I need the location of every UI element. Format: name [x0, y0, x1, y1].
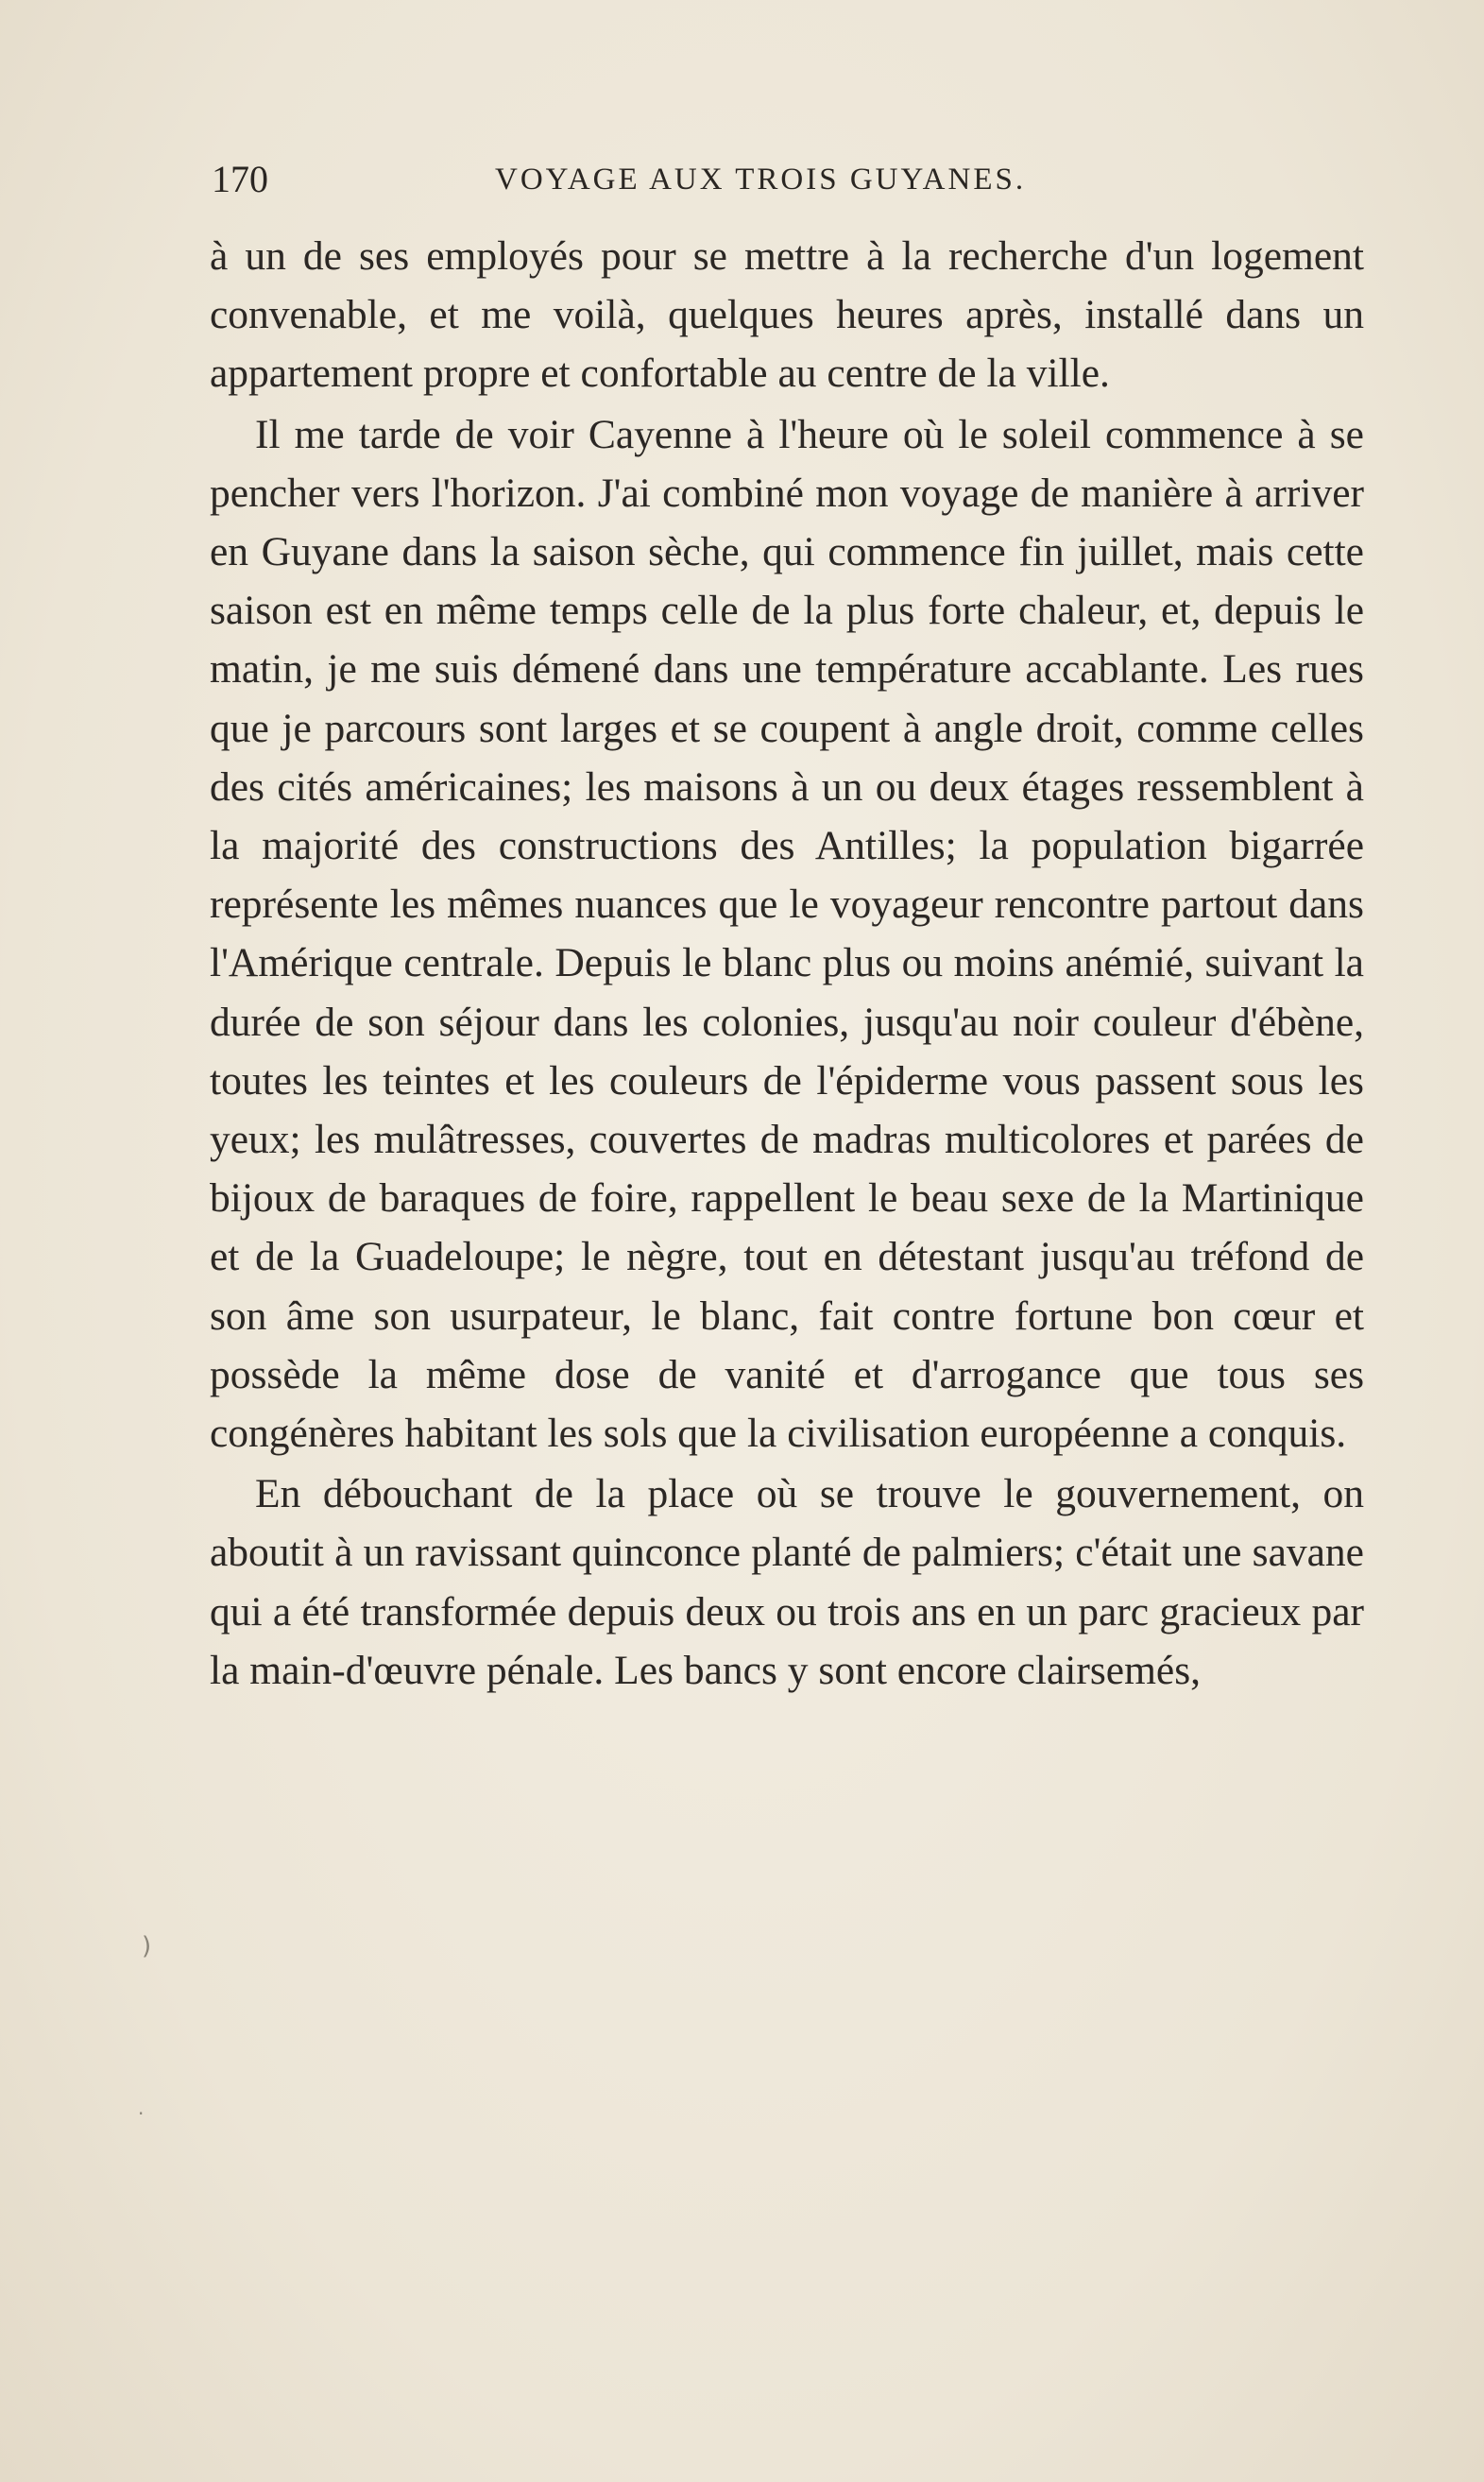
- running-header: [212, 151, 1364, 208]
- page-number: 170: [212, 158, 268, 200]
- margin-speck: ·: [138, 2102, 145, 2125]
- paragraph-cayenne-streets: Il me tarde de voir Cayenne à l'heure où le soleil commence à se pencher vers l'horizon. J'ai combiné mon voyage de manière à arriver en Guyane dans la saison sèche, qui commence fin juillet, mais cette saison est en même temps celle de la plus forte chaleur, et, depuis le matin, je me suis démené dans une température accablante. Les rues que je parcours sont larges et se coupent à angle droit, comme celles des cités américaines; les maisons à un ou deux étages ressemblent à la majorité des constructions des Antilles; la population bigarrée représente les mêmes nuances que le voyageur rencontre partout dans l'Amérique centrale. Depuis le blanc plus ou moins anémié, suivant la durée de son séjour dans les colonies, jusqu'au noir couleur d'ébène, toutes les teintes et les couleurs de l'épiderme vous passent sous les yeux; les mulâtresses, couvertes de madras multicolores et parées de bijoux de baraques de foire, rappellent le beau sexe de la Martinique et de la Guadeloupe; le nègre, tout en détestant jusqu'au tréfond de son âme son usurpateur, le blanc, fait contre fortune bon cœur et possède la même dose de vanité et d'arrogance que tous ses congénères habitant les sols que la civilisation européenne a conquis.: [210, 411, 1364, 1457]
- margin-speck: ): [142, 1932, 152, 1960]
- running-title: VOYAGE AUX TROIS GUYANES.: [495, 163, 1027, 197]
- body-text: [210, 227, 1364, 1700]
- paragraph-palm-park: En débouchant de la place où se trouve le gouvernement, on aboutit à un ravissant quinconce planté de palmiers; c'était une savane qui a été transformée depuis deux ou trois ans en un parc gracieux par la main-d'œuvre pénale. Les bancs y sont encore clairsemés,: [210, 1471, 1364, 1693]
- paragraph-continuation: à un de ses employés pour se mettre à la recherche d'un logement convenable, et me voilà, quelques heures après, installé dans un appartement propre et confortable au centre de la ville.: [210, 233, 1364, 397]
